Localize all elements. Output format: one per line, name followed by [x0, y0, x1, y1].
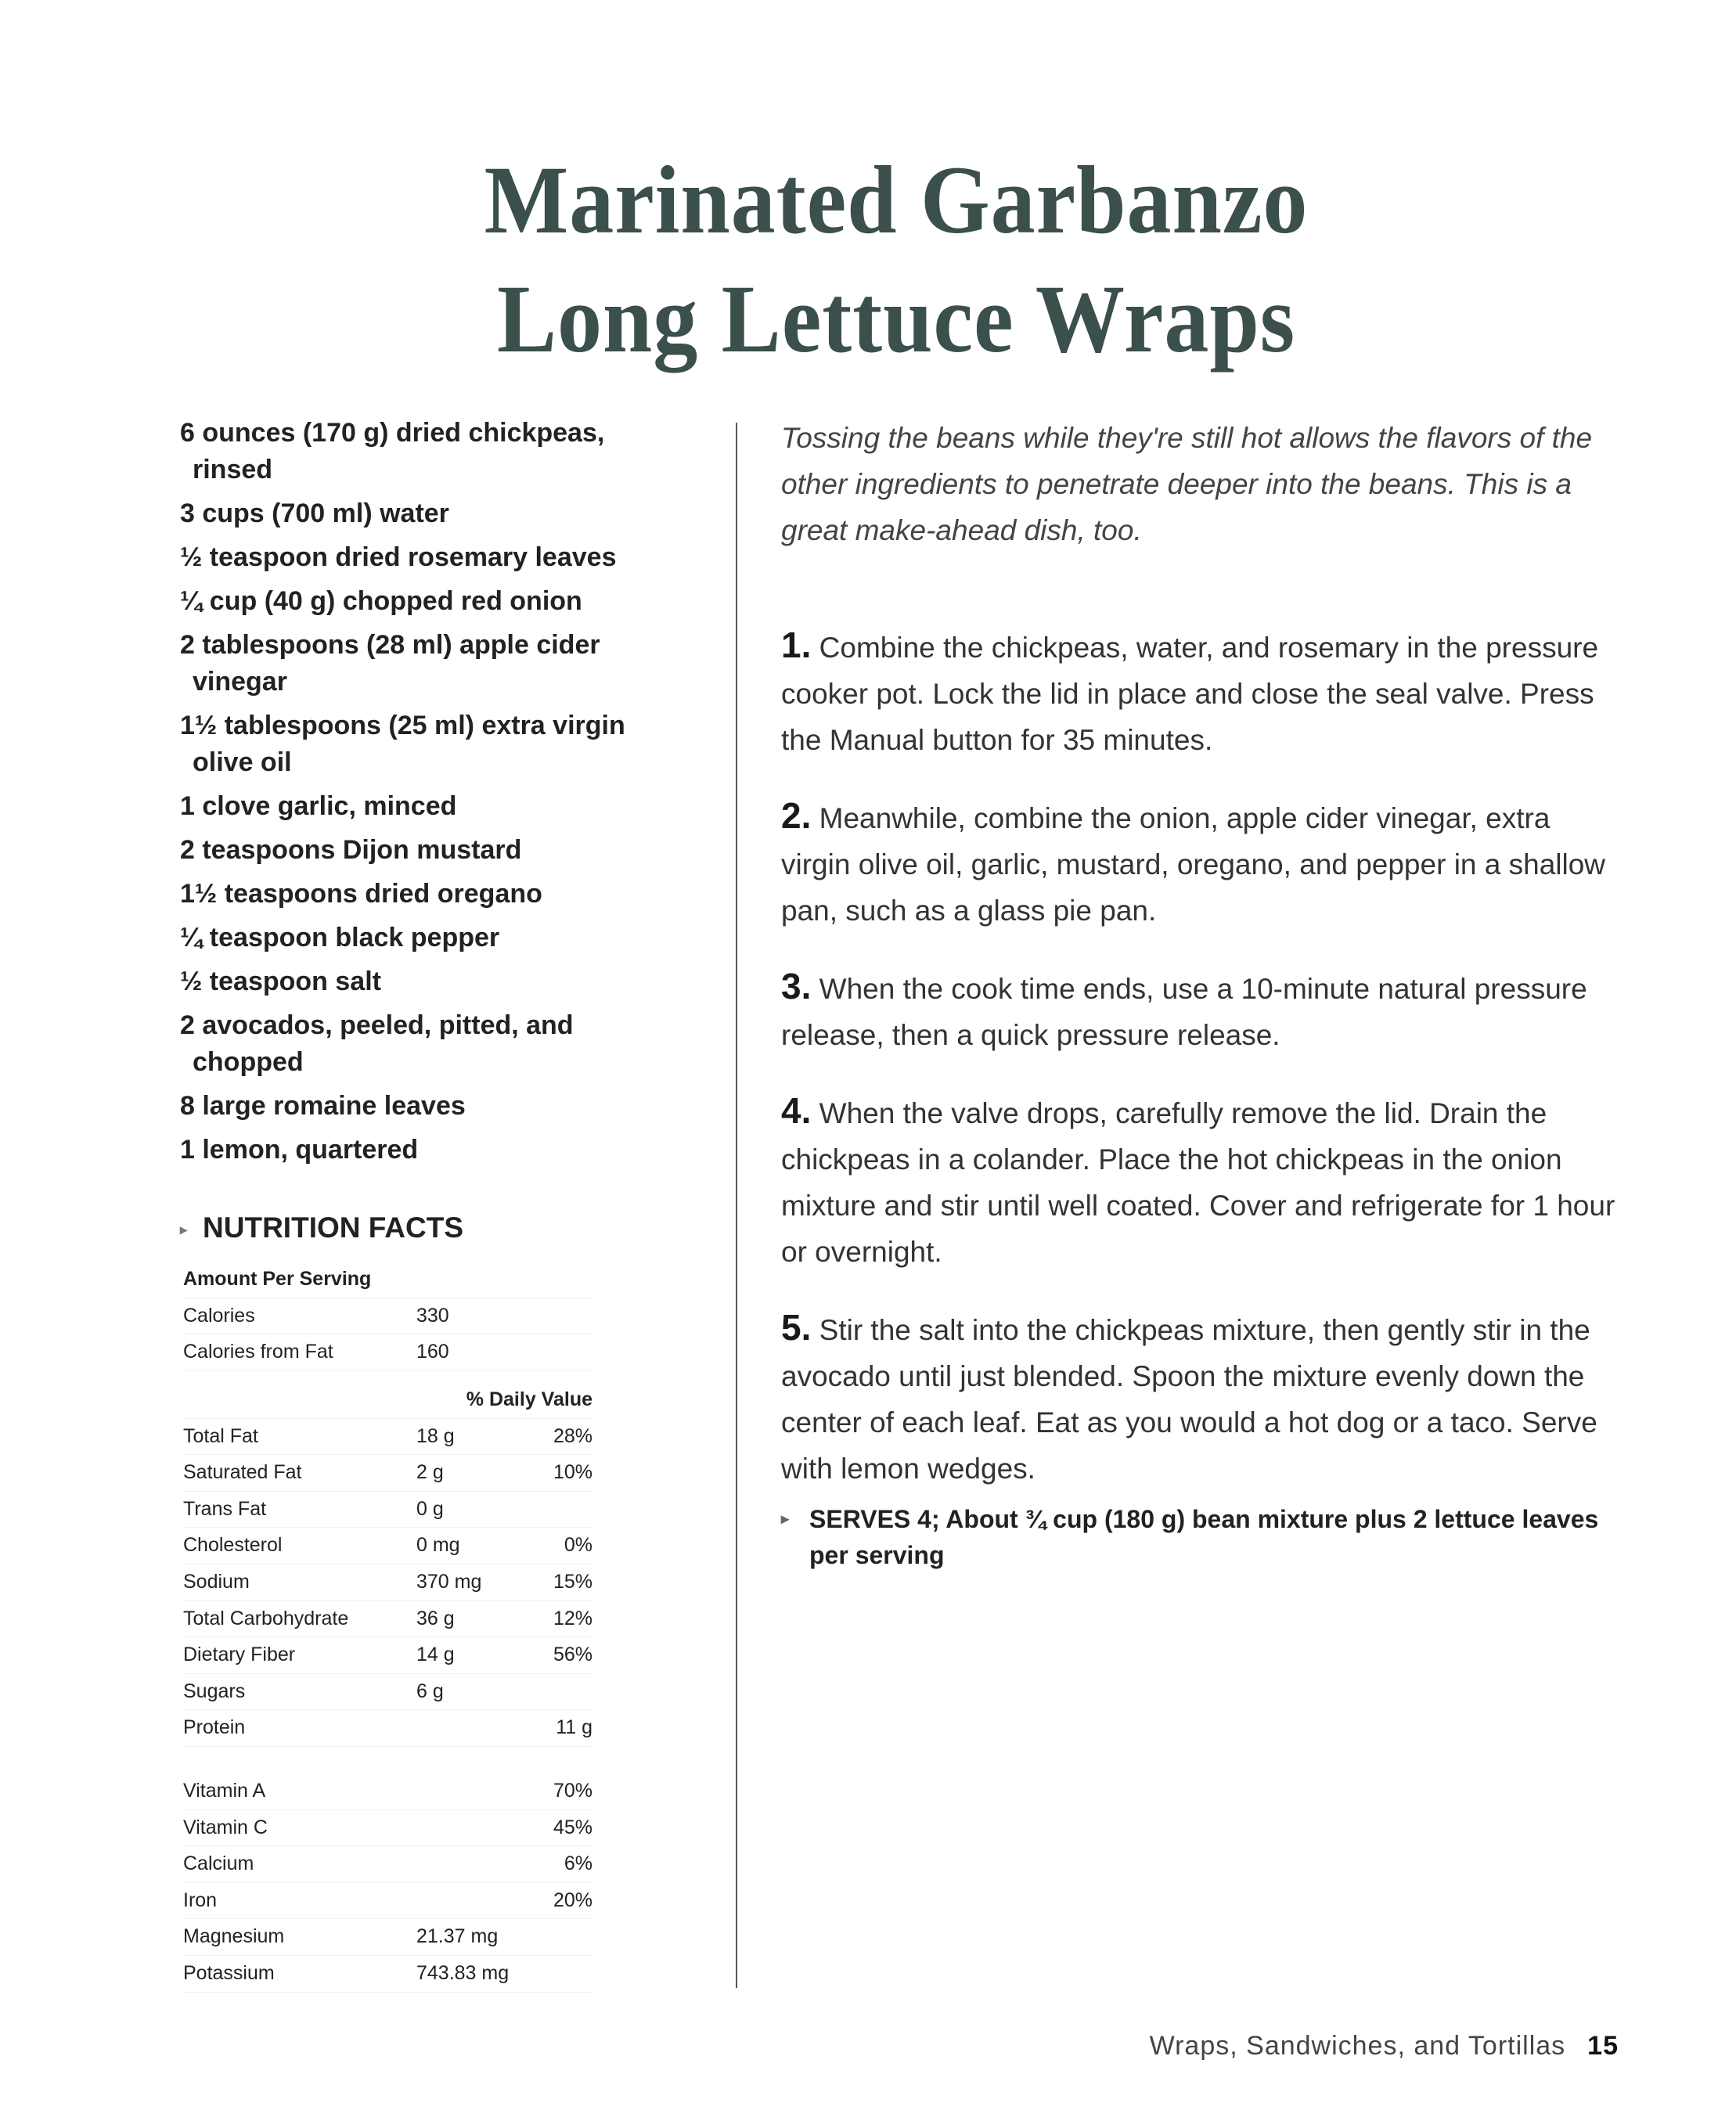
- nutrition-label: Total Carbohydrate: [183, 1607, 349, 1629]
- recipe-title: [72, 141, 1721, 379]
- ingredient-item: 1 lemon, quartered: [180, 1135, 419, 1165]
- nutrition-calories-table: [183, 1262, 592, 1371]
- nutrition-row: [183, 1637, 592, 1674]
- ingredient-item: 3 cups (700 ml) water: [180, 499, 449, 528]
- instruction-step: [781, 622, 1626, 763]
- nutrition-label: Iron: [183, 1889, 218, 1911]
- nutrition-value: 36 g: [416, 1607, 455, 1629]
- page-number: 15: [1587, 2031, 1619, 2061]
- step-text: Meanwhile, combine the onion, apple cider vinegar, extra virgin olive oil, garlic, mustard, oregano, and pepper in a shallow pan, such as a glass pie pan.: [781, 802, 1606, 927]
- ingredient-item: 8 large romaine leaves: [180, 1091, 466, 1121]
- ingredient-item: 6 ounces (170 g) dried chickpeas, rinsed: [180, 418, 605, 484]
- nutrition-pct: 20%: [553, 1889, 592, 1911]
- nutrition-row: [183, 1334, 592, 1371]
- title-line-2: Long Lettuce Wraps: [496, 265, 1296, 373]
- step-text: When the cook time ends, use a 10-minute natural pressure release, then a quick pressure release.: [781, 973, 1587, 1051]
- nutrition-label: Calcium: [183, 1853, 254, 1875]
- ingredient-item: ¼ teaspoon black pepper: [180, 923, 500, 952]
- ingredient-item: 1 clove garlic, minced: [180, 791, 457, 821]
- step-number: 4.: [781, 1090, 812, 1131]
- instruction-step: [781, 793, 1626, 934]
- arrow-bullet-icon: ▸: [781, 1510, 790, 1528]
- nutrition-nutrients-table: [183, 1382, 592, 1747]
- title-line-1: Marinated Garbanzo: [484, 146, 1309, 254]
- ingredient-item: 2 avocados, peeled, pitted, and chopped: [180, 1010, 574, 1077]
- nutrition-pct: 15%: [553, 1570, 592, 1593]
- step-text: When the valve drops, carefully remove the lid. Drain the chickpeas in a colander. Place the hot chickpeas in the onion mixture and stir until well coated. Cover and refrigerate for 1 hour or overnight.: [781, 1097, 1615, 1268]
- instruction-step: [781, 1305, 1626, 1492]
- instructions-list: [781, 622, 1626, 1521]
- nutrition-label: Saturated Fat: [183, 1461, 302, 1484]
- page-footer: [1150, 2031, 1619, 2061]
- nutrition-value: 743.83 mg: [416, 1961, 510, 1984]
- ingredient-item: 1½ teaspoons dried oregano: [180, 879, 542, 909]
- nutrition-pct: 12%: [553, 1607, 592, 1629]
- step-number: 2.: [781, 795, 812, 836]
- nutrition-row: [183, 1564, 592, 1601]
- nutrition-pct: 11 g: [556, 1716, 592, 1739]
- nutrition-row: [183, 1956, 592, 1993]
- serves-text: SERVES 4; About ¾ cup (180 g) bean mixture plus 2 lettuce leaves per serving: [809, 1505, 1599, 1569]
- nutrition-label: Protein: [183, 1716, 246, 1739]
- nutrition-pct: 6%: [564, 1853, 592, 1875]
- column-divider: [736, 423, 737, 1988]
- nutrition-label: Dietary Fiber: [183, 1644, 296, 1666]
- ingredient-item: 2 teaspoons Dijon mustard: [180, 835, 522, 865]
- nutrition-value: 2 g: [416, 1461, 444, 1484]
- instruction-step: [781, 963, 1626, 1058]
- nutrition-value: 370 mg: [416, 1570, 482, 1593]
- nutrition-value: 0 mg: [416, 1534, 460, 1557]
- nutrition-label: Total Fat: [183, 1424, 258, 1447]
- nutrition-label: Sugars: [183, 1680, 246, 1702]
- step-number: 3.: [781, 966, 812, 1006]
- nutrition-row: [183, 1810, 592, 1847]
- nutrition-label: Cholesterol: [183, 1534, 283, 1557]
- nutrition-value: 21.37 mg: [416, 1925, 499, 1948]
- nutrition-row: [183, 1773, 592, 1810]
- nutrition-heading: ▸ NUTRITION FACTS: [180, 1212, 464, 1244]
- ingredient-item: ½ teaspoon salt: [180, 967, 381, 996]
- serving-info: [781, 1501, 1623, 1573]
- nutrition-row: [183, 1455, 592, 1492]
- recipe-intro: Tossing the beans while they're still hot allows the flavors of the other ingredients to penetrate deeper into the beans. This is a great make-ahead dish, too.: [781, 422, 1593, 546]
- daily-value-header: % Daily Value: [466, 1388, 592, 1410]
- nutrition-label: Vitamin C: [183, 1816, 268, 1838]
- ingredients-list: [180, 415, 728, 1176]
- nutrition-vitamins-table: [183, 1773, 592, 1993]
- nutrition-value: 18 g: [416, 1424, 455, 1447]
- amount-per-serving-label: Amount Per Serving: [183, 1268, 372, 1290]
- nutrition-value: 330: [416, 1304, 449, 1327]
- nutrition-row: [183, 1674, 592, 1711]
- nutrition-row: [183, 1710, 592, 1747]
- nutrition-row: [183, 1919, 592, 1956]
- nutrition-pct: 0%: [564, 1534, 592, 1557]
- step-number: 1.: [781, 625, 812, 665]
- nutrition-row: [183, 1846, 592, 1883]
- nutrition-row: [183, 1601, 592, 1638]
- nutrition-pct: 28%: [553, 1424, 592, 1447]
- step-text: Stir the salt into the chickpeas mixture, then gently stir in the avocado until just blended. Spoon the mixture evenly down the center of each leaf. Eat as you would a hot dog or a taco. Serve with lemon wedges.: [781, 1314, 1597, 1485]
- nutrition-pct: 70%: [553, 1780, 592, 1802]
- ingredient-item: 2 tablespoons (28 ml) apple cider vinegar: [180, 630, 600, 697]
- nutrition-pct: 10%: [553, 1461, 592, 1484]
- nutrition-row: [183, 1492, 592, 1528]
- step-text: Combine the chickpeas, water, and rosemary in the pressure cooker pot. Lock the lid in place and close the seal valve. Press the Manual button for 35 minutes.: [781, 632, 1599, 756]
- instruction-step: [781, 1088, 1626, 1275]
- nutrition-label: Vitamin A: [183, 1780, 266, 1802]
- arrow-bullet-icon: ▸: [180, 1221, 188, 1237]
- nutrition-row: [183, 1298, 592, 1335]
- nutrition-row: [183, 1528, 592, 1564]
- nutrition-value: 14 g: [416, 1644, 455, 1666]
- nutrition-label: Trans Fat: [183, 1497, 267, 1520]
- nutrition-pct: 45%: [553, 1816, 592, 1838]
- nutrition-label: Calories: [183, 1304, 255, 1327]
- nutrition-label: Calories from Fat: [183, 1341, 333, 1363]
- nutrition-pct: 56%: [553, 1644, 592, 1666]
- nutrition-row: [183, 1883, 592, 1920]
- nutrition-value: 0 g: [416, 1497, 444, 1520]
- ingredient-item: ½ teaspoon dried rosemary leaves: [180, 542, 617, 572]
- section-title: Wraps, Sandwiches, and Tortillas: [1149, 2031, 1566, 2061]
- ingredient-item: ¼ cup (40 g) chopped red onion: [180, 586, 582, 616]
- nutrition-label: Magnesium: [183, 1925, 285, 1948]
- nutrition-label: Sodium: [183, 1570, 250, 1593]
- nutrition-label: Potassium: [183, 1961, 275, 1984]
- ingredient-item: 1½ tablespoons (25 ml) extra virgin olive oil: [180, 711, 625, 777]
- step-number: 5.: [781, 1307, 812, 1348]
- nutrition-value: 160: [416, 1341, 449, 1363]
- nutrition-row: [183, 1419, 592, 1456]
- nutrition-value: 6 g: [416, 1680, 444, 1702]
